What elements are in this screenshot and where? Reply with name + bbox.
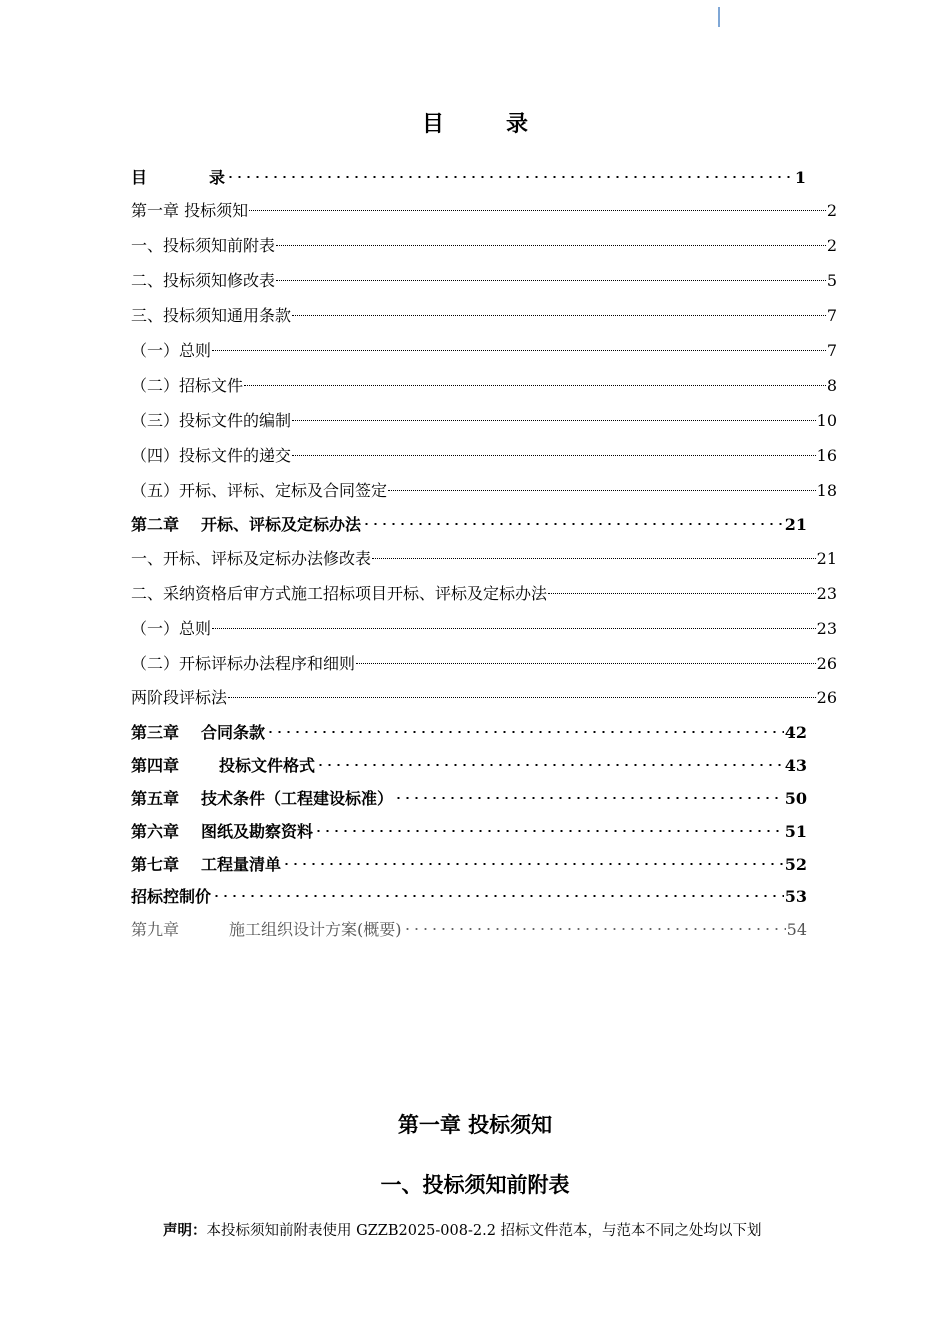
toc-entry[interactable] — [131, 508, 807, 534]
toc-entry[interactable] — [131, 848, 807, 874]
toc-entry[interactable] — [131, 299, 837, 325]
toc-entry-page: 1 — [794, 168, 806, 187]
toc-entry-page: 51 — [784, 822, 807, 841]
toc-dot-leader — [548, 577, 816, 599]
toc-dot-leader — [212, 880, 784, 902]
toc-entry[interactable] — [131, 194, 837, 220]
toc-dot-leader — [226, 161, 794, 183]
toc-entry-label — [131, 514, 361, 536]
toc-dot-leader — [316, 749, 784, 771]
toc-entry-page: 16 — [816, 446, 837, 465]
toc-dot-leader — [292, 299, 826, 321]
toc-entry-label-prefix: 第三章 — [131, 723, 180, 742]
toc-entry-page: 52 — [784, 855, 807, 874]
toc-entry-label-text: 录 — [209, 168, 226, 187]
toc-dot-leader — [249, 194, 826, 216]
toc-entry-label-prefix: 第二章 — [131, 515, 180, 534]
toc-dot-leader — [276, 264, 826, 286]
toc-entry[interactable] — [131, 749, 807, 775]
toc-dot-leader — [244, 369, 826, 391]
toc-entry-page: 8 — [826, 376, 837, 395]
toc-entry-page: 23 — [816, 619, 837, 638]
toc-dot-leader — [282, 848, 784, 870]
toc-dot-leader — [362, 508, 784, 530]
toc-dot-leader — [276, 229, 826, 251]
toc-entry-label: （一）总则 — [131, 619, 212, 638]
toc-entry[interactable] — [131, 439, 837, 465]
notice-text: 本投标须知前附表使用 GZZB2025-008-2.2 招标文件范本，与范本不同之处均以下划 — [206, 1223, 762, 1239]
toc-title — [0, 108, 950, 140]
toc-entry-label-text: 图纸及勘察资料 — [201, 822, 314, 841]
toc-dot-leader — [266, 716, 784, 738]
toc-entry[interactable] — [131, 913, 807, 939]
toc-entry[interactable] — [131, 369, 837, 395]
chapter-title: 第一章 投标须知 — [397, 1112, 553, 1137]
notice-lead: 声明： — [163, 1222, 207, 1239]
toc-entry-label-text: 开标、评标及定标办法 — [201, 515, 362, 534]
toc-entry-label — [131, 755, 315, 777]
toc-entry[interactable] — [131, 264, 837, 290]
toc-entry-label: 二、投标须知修改表 — [131, 271, 276, 290]
toc-entry-label — [131, 167, 225, 189]
toc-entry[interactable] — [131, 404, 837, 430]
notice-paragraph — [163, 1220, 762, 1242]
toc-entry-label: （二）开标评标办法程序和细则 — [131, 654, 356, 673]
toc-entry-page: 26 — [816, 654, 837, 673]
toc-entry-label — [131, 788, 393, 810]
toc-dot-leader — [403, 913, 786, 935]
toc-entry-label — [131, 854, 281, 876]
toc-entry-label: （三）投标文件的编制 — [131, 411, 292, 430]
toc-entry-label-prefix: 第七章 — [131, 855, 180, 874]
toc-entry-page: 42 — [784, 723, 807, 742]
toc-entry-label-text: 合同条款 — [201, 723, 266, 742]
toc-entry-label: 一、投标须知前附表 — [131, 236, 276, 255]
toc-entry-page: 5 — [826, 271, 837, 290]
toc-dot-leader — [388, 474, 816, 496]
section-title: 一、投标须知前附表 — [380, 1172, 570, 1197]
toc-entry-label-prefix: 目 — [131, 168, 148, 187]
toc-entry[interactable] — [131, 474, 837, 500]
toc-entry[interactable] — [131, 612, 837, 638]
toc-entry-page: 26 — [816, 688, 837, 707]
toc-entry-label-prefix: 第四章 — [131, 756, 180, 775]
toc-entry-label-text: 技术条件（工程建设标准） — [201, 789, 394, 808]
toc-entry[interactable] — [131, 647, 837, 673]
toc-entry-label-prefix: 第五章 — [131, 789, 180, 808]
toc-entry-page: 21 — [784, 515, 807, 534]
toc-dot-leader — [356, 647, 816, 669]
toc-entry-label-prefix: 第六章 — [131, 822, 180, 841]
toc-entry-label-text: 投标文件格式 — [219, 756, 316, 775]
toc-entry-page: 2 — [826, 201, 837, 220]
toc-title-right: 录 — [506, 111, 529, 137]
toc-entry-page: 7 — [826, 341, 837, 360]
toc-entry[interactable] — [131, 161, 806, 187]
toc-entry-label: （一）总则 — [131, 341, 212, 360]
toc-entry-page: 7 — [826, 306, 837, 325]
toc-title-left: 目 — [421, 111, 444, 137]
toc-entry-label: （二）招标文件 — [131, 376, 244, 395]
toc-dot-leader — [372, 542, 816, 564]
toc-entry[interactable] — [131, 229, 837, 255]
toc-entry-label — [131, 919, 402, 941]
toc-dot-leader — [212, 334, 826, 356]
toc-entry-label: （五）开标、评标、定标及合同签定 — [131, 481, 388, 500]
toc-entry[interactable] — [131, 681, 837, 707]
toc-entry-label: 二、采纳资格后审方式施工招标项目开标、评标及定标办法 — [131, 584, 548, 603]
toc-entry-label — [131, 722, 265, 744]
toc-entry-label-text: 施工组织设计方案(概要) — [229, 920, 402, 939]
toc-entry[interactable] — [131, 334, 837, 360]
toc-entry-page: 53 — [784, 887, 807, 906]
toc-entry-page: 23 — [816, 584, 837, 603]
toc-entry-label: 第一章 投标须知 — [131, 201, 249, 220]
toc-entry[interactable] — [131, 577, 837, 603]
toc-entry-page: 54 — [786, 920, 807, 939]
text-cursor-mark — [718, 7, 720, 27]
toc-entry-label — [131, 821, 313, 843]
toc-dot-leader — [314, 815, 784, 837]
toc-entry-label: 三、投标须知通用条款 — [131, 306, 292, 325]
toc-dot-leader — [394, 782, 784, 804]
toc-entry-page: 21 — [816, 549, 837, 568]
toc-entry[interactable] — [131, 716, 807, 742]
toc-entry-page: 10 — [816, 411, 837, 430]
toc-dot-leader — [292, 439, 816, 461]
toc-entry-label: 两阶段评标法 — [131, 688, 228, 707]
toc-entry-page: 43 — [784, 756, 807, 775]
toc-entry[interactable] — [131, 815, 807, 841]
toc-entry-label-text: 工程量清单 — [201, 855, 282, 874]
toc-entry-label: （四）投标文件的递交 — [131, 446, 292, 465]
toc-entry[interactable] — [131, 880, 807, 906]
toc-dot-leader — [292, 404, 816, 426]
toc-entry[interactable] — [131, 782, 807, 808]
toc-dot-leader — [228, 681, 816, 703]
toc-entry-page: 18 — [816, 481, 837, 500]
toc-entry-label: 一、开标、评标及定标办法修改表 — [131, 549, 372, 568]
toc-entry-page: 50 — [784, 789, 807, 808]
toc-entry-label: 招标控制价 — [131, 887, 212, 906]
toc-entry[interactable] — [131, 542, 837, 568]
toc-entry-label-prefix: 第九章 — [131, 920, 180, 939]
toc-entry-page: 2 — [826, 236, 837, 255]
toc-dot-leader — [212, 612, 816, 634]
